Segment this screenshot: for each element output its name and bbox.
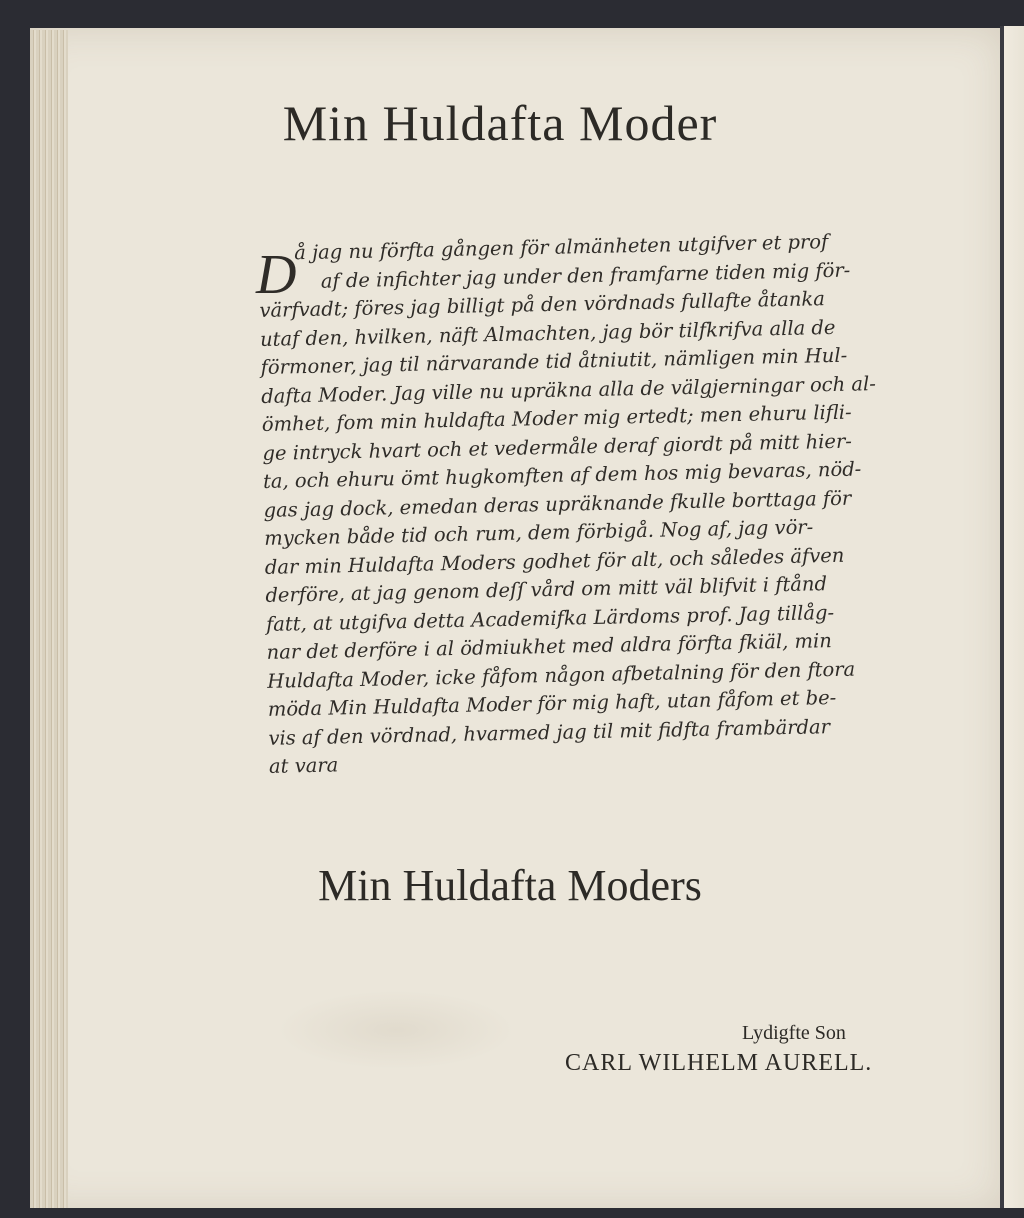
son-label: Lydigfte Son — [742, 1022, 846, 1044]
letter-line: derföre, at jag genom deſſ vård om mitt väl blifvit i ftånd — [265, 572, 828, 607]
letter-line: at vara — [268, 753, 339, 778]
letter-line: förmoner, jag til närvarande tid åtniutit, nämligen min Hul- — [260, 343, 848, 379]
letter-line: utaf den, hvilken, näft Almachten, jag bör tilfkrifva alla de — [259, 315, 836, 351]
letter-line: ömhet, fom min huldafta Moder mig ertedt; men ehuru lifli- — [261, 400, 852, 436]
letter-line: ge intryck hvart och et vedermåle deraf giordt på mitt hier- — [262, 429, 853, 465]
letter-line: dafta Moder. Jag ville nu upräkna alla de välgjerningar och al- — [261, 371, 877, 408]
signature: CARL WILHELM AURELL. — [565, 1050, 873, 1076]
letter-line: af de infichter jag under den framfarne tiden mig för- — [320, 258, 851, 293]
letter-line: å jag nu förfta gången för almänheten utgifver et prof — [294, 230, 829, 265]
letter-line: möda Min Huldafta Moder för mig haft, utan fåfom et be- — [267, 685, 837, 721]
letter-line: värfvadt; föres jag billigt på den vördnads fullafte åtanka — [259, 287, 826, 322]
facing-page-edge — [1000, 26, 1024, 1218]
drop-cap: D — [256, 244, 297, 306]
letter-body — [258, 226, 939, 781]
letter-line: dar min Huldafta Moders godhet för alt, och således äfven — [264, 543, 845, 579]
letter-line: nar det derföre i al ödmiukhet med aldra förfta fkiäl, min — [266, 629, 833, 664]
page-edges — [30, 30, 68, 1210]
letter-line: mycken både tid och rum, dem förbigå. Nog af, jag vör- — [264, 515, 814, 550]
background — [0, 1208, 1024, 1218]
page-title: Min Huldafta Moder — [282, 95, 718, 151]
letter-line: Huldafta Moder, icke fåfom någon afbetalning för den ftora — [266, 657, 856, 693]
letter-line: vis af den vördnad, hvarmed jag til mit fidfta frambärdar — [268, 714, 831, 750]
letter-line: ta, och ehuru ömt hugkomften af dem hos mig bevaras, nöd- — [262, 457, 862, 493]
letter-line: gas jag dock, emedan deras upräknande fkulle borttaga för — [263, 486, 852, 522]
bleed-through-smudge — [276, 990, 516, 1070]
closing-title: Min Huldafta Moders — [318, 861, 702, 910]
letter-line: fatt, at utgifva detta Academifka Lärdoms prof. Jag tillåg- — [265, 600, 835, 636]
